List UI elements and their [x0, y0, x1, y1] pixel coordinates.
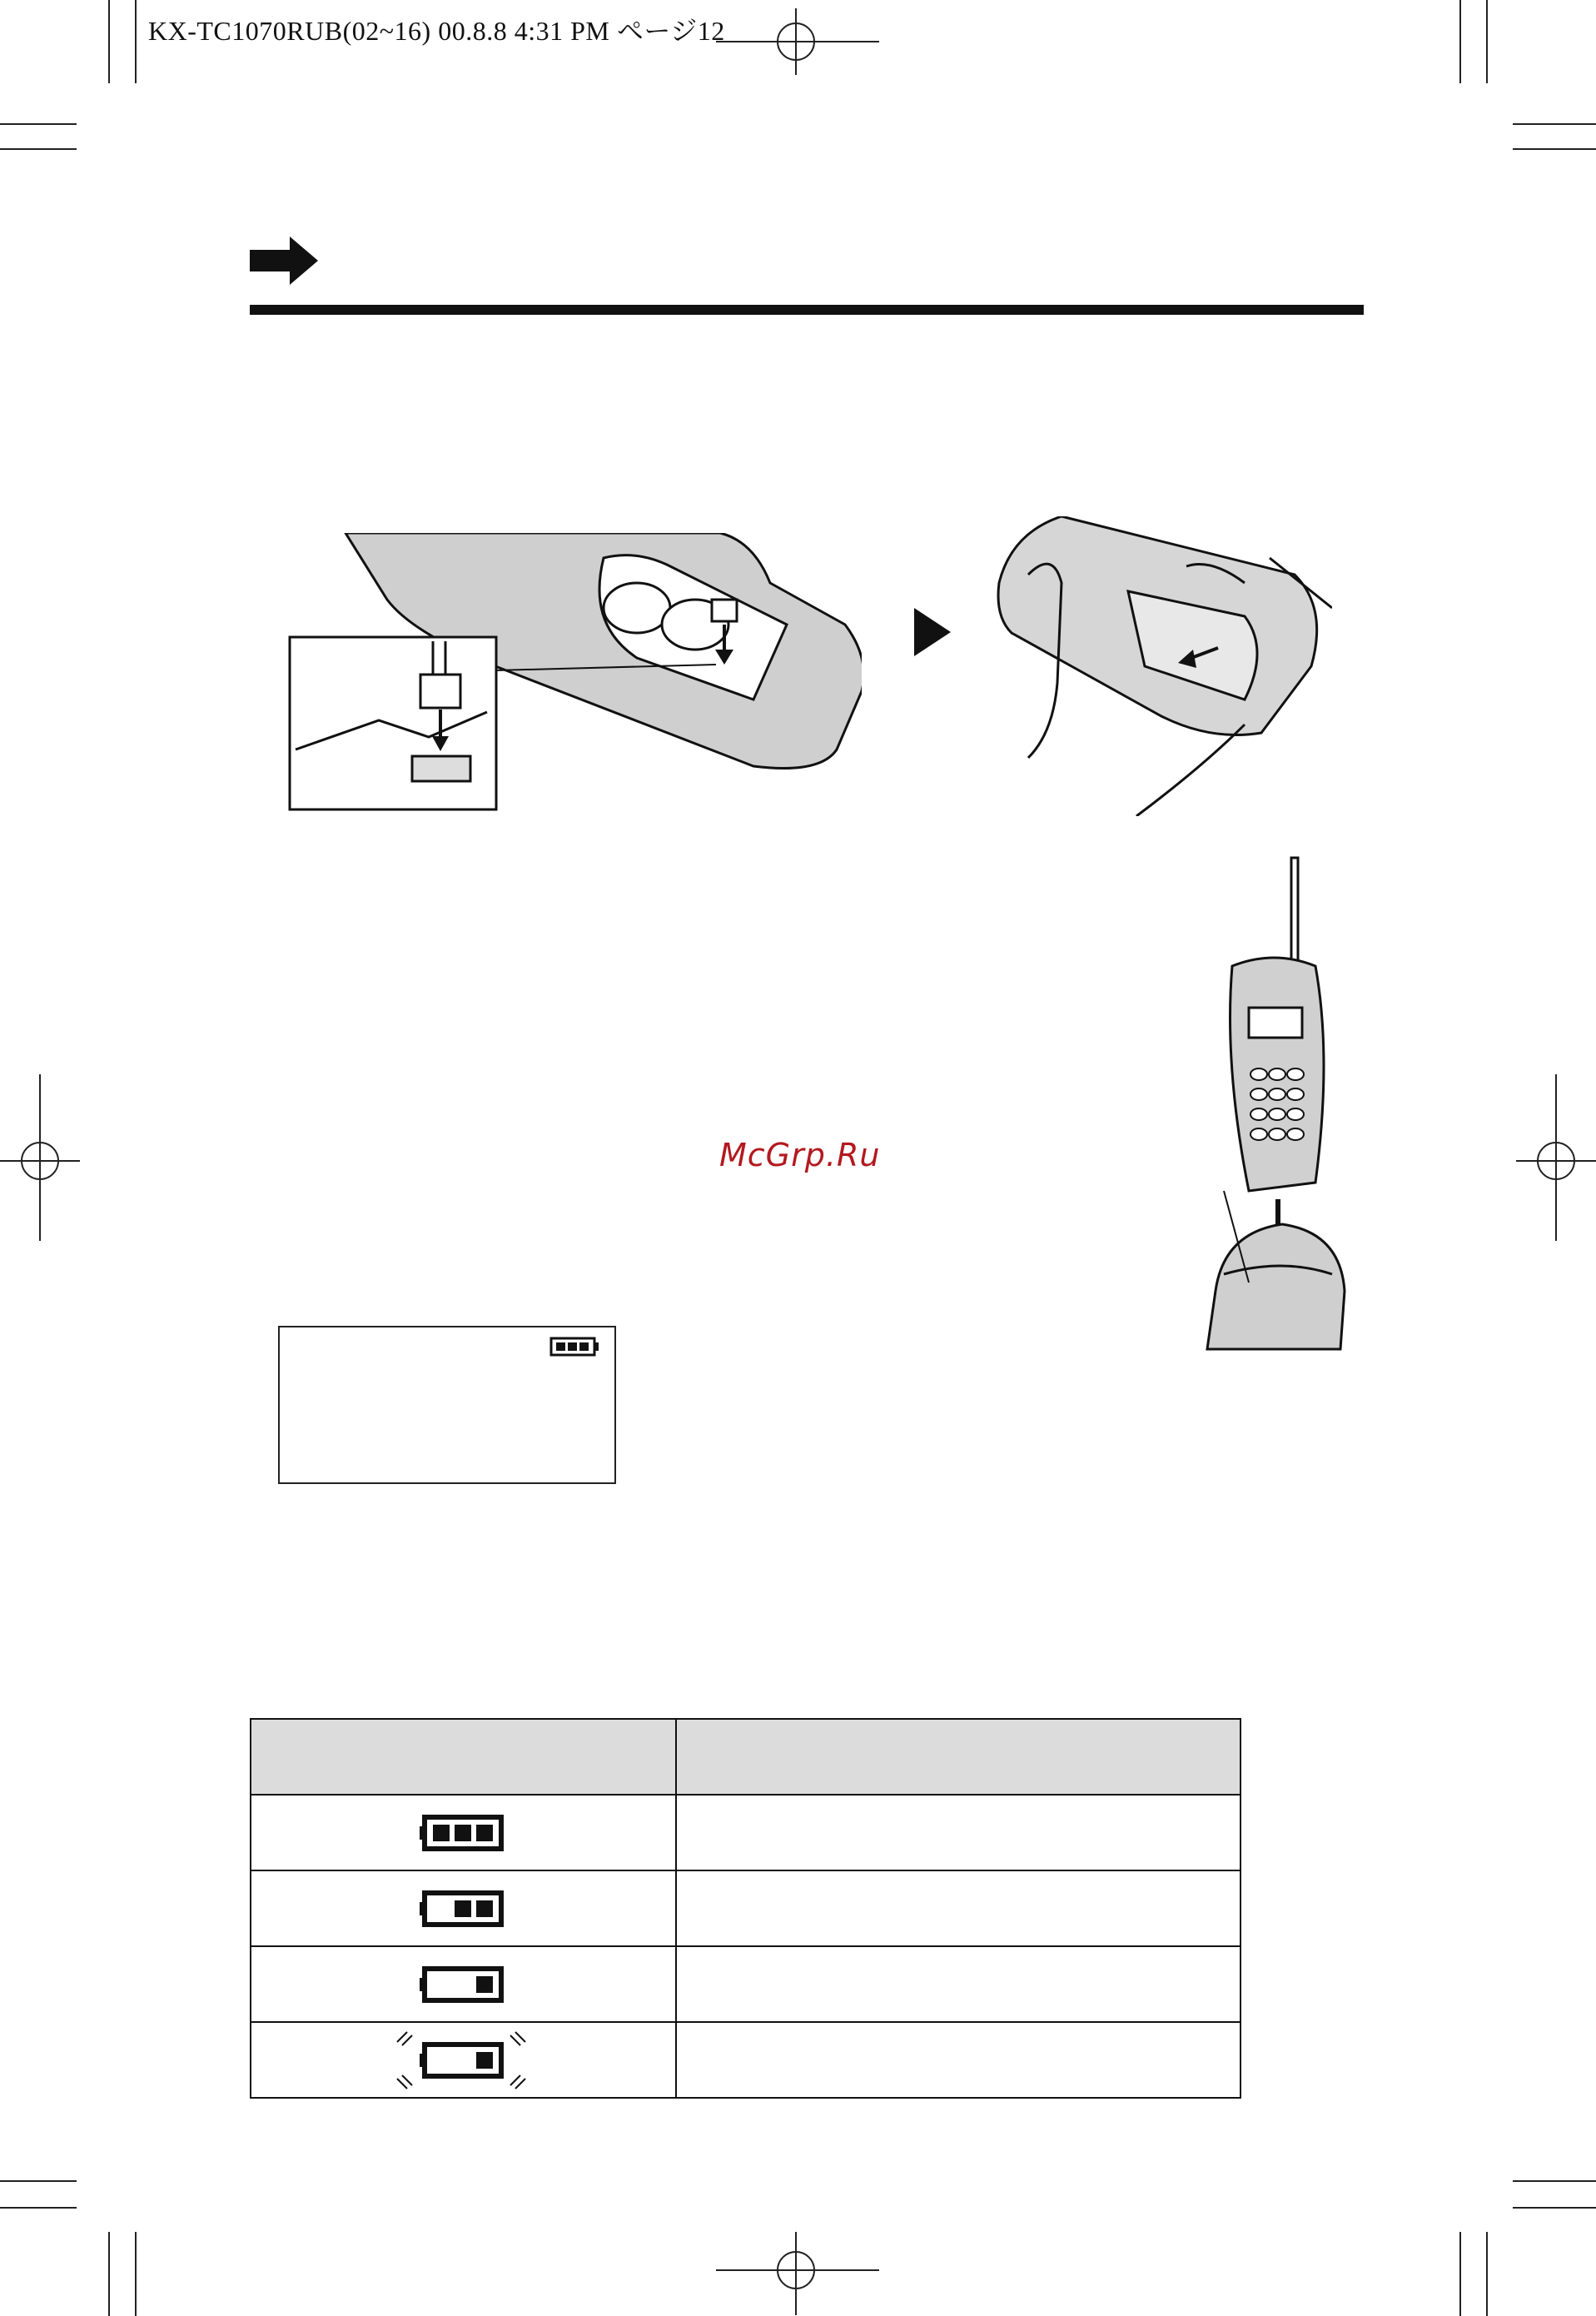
battery-connector-figure: [287, 533, 862, 812]
table-header-cell: [676, 1719, 1241, 1795]
registration-mark-top: [716, 8, 883, 75]
registration-mark-right: [1513, 1074, 1596, 1241]
table-header-cell: [251, 1719, 676, 1795]
step-arrow-icon: [914, 608, 952, 656]
watermark: McGrp.Ru: [719, 1137, 881, 1173]
lcd-display: [278, 1326, 616, 1484]
handset-charger-figure: [1199, 849, 1357, 1366]
battery-full-icon: [418, 1814, 510, 1852]
battery-cover-figure: [995, 516, 1332, 816]
table-cell: [676, 1946, 1241, 2022]
section-rule: [250, 305, 1364, 315]
battery-one-bar-blinking-icon: [389, 2029, 539, 2092]
registration-mark-left: [0, 1074, 83, 1241]
table-row: [251, 1946, 1241, 2022]
battery-full-icon: [549, 1336, 599, 1357]
table-cell: [676, 1795, 1241, 1870]
table-cell: [676, 2022, 1241, 2098]
print-slug: KX-TC1070RUB(02~16) 00.8.8 4:31 PM ページ12: [148, 16, 725, 46]
battery-status-table: [250, 1718, 1241, 2099]
arrow-right-icon: [250, 237, 320, 285]
table-row: [251, 1870, 1241, 1946]
battery-two-bars-icon: [418, 1890, 510, 1928]
table-row: [251, 2022, 1241, 2098]
table-row: [251, 1795, 1241, 1870]
registration-mark-bottom: [716, 2232, 883, 2315]
battery-one-bar-icon: [418, 1965, 510, 2004]
table-header-row: [251, 1719, 1241, 1795]
table-cell: [676, 1870, 1241, 1946]
